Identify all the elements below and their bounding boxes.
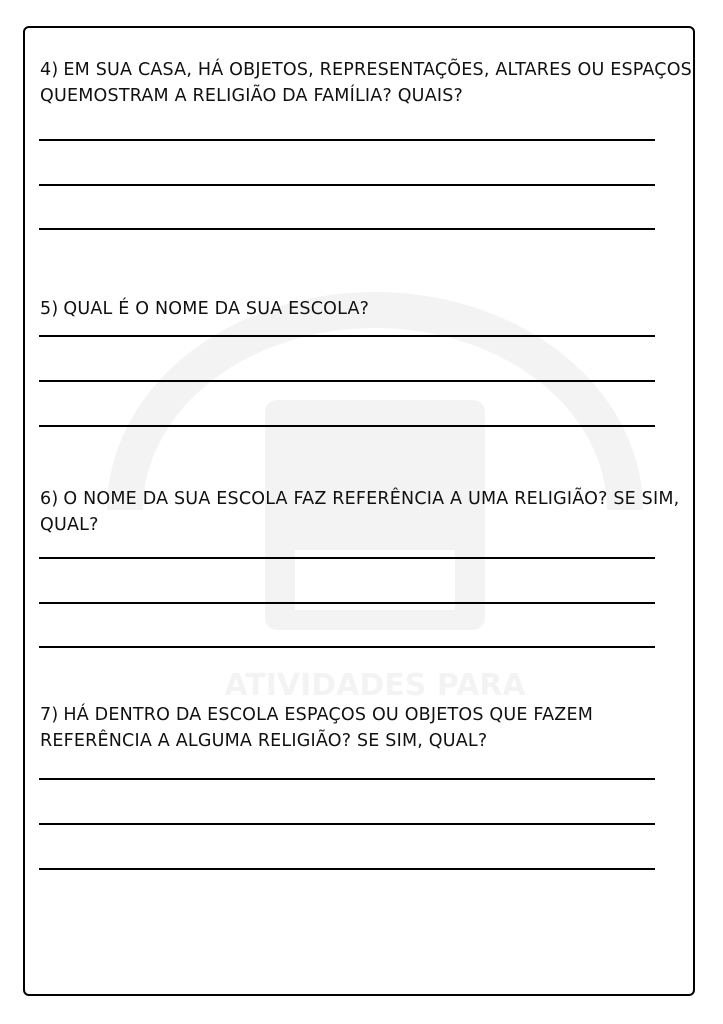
question-text: O NOME DA SUA ESCOLA FAZ REFERÊNCIA A UMA RELIGIÃO? SE SIM, QUAL? [40,489,680,535]
answer-line[interactable] [39,868,655,870]
answer-line[interactable] [39,425,655,427]
answer-line[interactable] [39,228,655,230]
answer-line[interactable] [39,646,655,648]
question-5 [40,296,700,322]
question-6 [40,486,700,538]
question-text: QUAL É O NOME DA SUA ESCOLA? [63,299,370,319]
answer-line[interactable] [39,139,655,141]
question-number: 5) [40,299,59,319]
answer-line[interactable] [39,335,655,337]
question-number: 4) [40,60,59,80]
question-4 [40,57,700,109]
answer-line[interactable] [39,823,655,825]
answer-line[interactable] [39,184,655,186]
question-number: 7) [40,705,59,725]
question-7 [40,702,600,754]
question-text: EM SUA CASA, HÁ OBJETOS, REPRESENTAÇÕES, ALTARES OU ESPAÇOS QUEMOSTRAM A RELIGIÃO DA FAMÍLIA? QUAIS? [40,60,692,106]
answer-line[interactable] [39,602,655,604]
answer-line[interactable] [39,380,655,382]
answer-line[interactable] [39,557,655,559]
question-text: HÁ DENTRO DA ESCOLA ESPAÇOS OU OBJETOS QUE FAZEM REFERÊNCIA A ALGUMA RELIGIÃO? SE SIM, QUAL? [40,705,594,751]
answer-line[interactable] [39,778,655,780]
question-number: 6) [40,489,59,509]
